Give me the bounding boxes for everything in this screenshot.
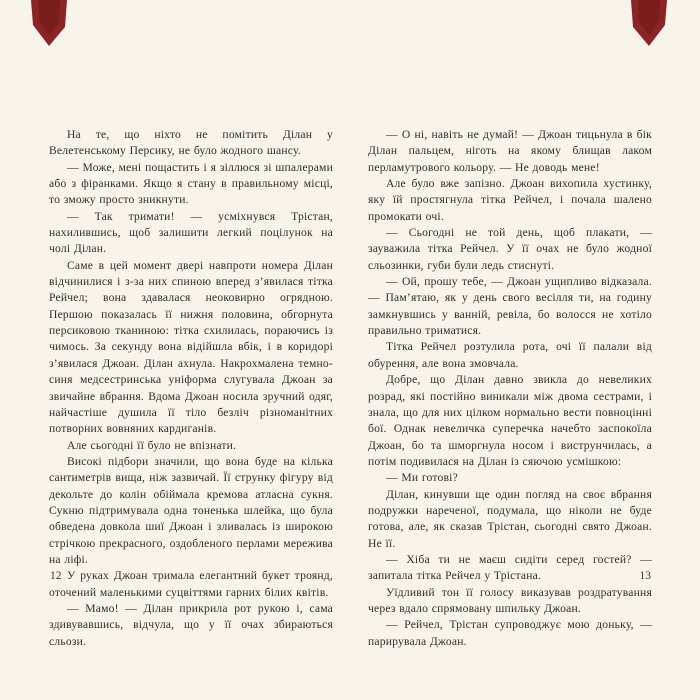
page-right-text xyxy=(368,127,652,650)
paragraph: — Рейчел, Трістан супроводжує мою доньку, — парирувала Джоан. xyxy=(368,618,652,648)
paragraph: Саме в цей момент двері навпроти номера Ділан відчинилися і з-за них спиною вперед з’явилася тітка Рейчел; вона здавалася неоковирно огрядною. Першою показалась її нижня половина, обгорнута персиковою тканиною: тітка схилилась, пораючись із чимось. За секунду вона відійшла вбік, і в коридорі з’явилася Джоан. Ділан ахнула. Накрохмалена темно-синя медсестринська уніформа слугувала Джоан за звичайне вбрання. Вдома Джоан носила зручний одяг, найчастіше душила її тіло безліч різноманітних потворних вовняних кардиганів. xyxy=(49,258,333,436)
paragraph: Але сьогодні її було не впізнати. xyxy=(66,438,237,452)
paragraph: На те, що ніхто не помітить Ділан у Велетенському Персику, не було жодного шансу. xyxy=(49,128,333,158)
paragraph: — Може, мені пощастить і я зіллюся зі шпалерами або з фіранками. Якщо я стану в правильному місці, то зможу просто зникнути. xyxy=(49,160,333,207)
red-ribbon-bookmark-right-icon xyxy=(630,0,668,48)
paragraph: У руках Джоан тримала елегантний букет троянд, оточений маленькими суцвіттями гарних білих квітів. xyxy=(49,569,333,599)
red-ribbon-bookmark-left-icon xyxy=(30,0,68,48)
paragraph: Але було вже запізно. Джоан вихопила хустинку, яку їй простягнула тітка Рейчел, і почала шалено промокати очі. xyxy=(368,177,652,223)
page-number-left: 12 xyxy=(50,570,62,582)
page-left xyxy=(49,127,333,650)
paragraph: Тітка Рейчел розтулила рота, очі її палали від обурення, але вона змовчала. xyxy=(368,340,652,370)
paragraph: — О ні, навіть не думай! — Джоан тицьнула в бік Ділан пальцем, ніготь на якому блищав лаком перламутрового кольору. — Не доводь мене! xyxy=(368,128,652,174)
paragraph: — Хіба ти не маєш сидіти серед гостей? — запитала тітка Рейчел у Трістана. xyxy=(368,552,652,583)
paragraph: — Ой, прошу тебе, — Джоан ущипливо відказала. — Пам’ятаю, як у день свого весілля ти, на годину замкнувшись у ванній, ревіла, бо волосся не хотіло правильно триматися. xyxy=(368,275,652,338)
paragraph: — Так тримати! — усміхнувся Трістан, нахилившись, щоб залишити легкий поцілунок на чолі Ділан. xyxy=(49,209,333,256)
paragraph: — Сьогодні не той день, щоб плакати, — зауважила тітка Рейчел. У її очах не було жодної сльозинки, губи були ледь стиснуті. xyxy=(368,226,652,272)
paragraph: Ділан, кинувши ще один погляд на своє вбрання подружки нареченої, подумала, що ніколи не буде готова, але, як сказав Трістан, сьогодні свято Джоан. Не її. xyxy=(368,487,652,550)
paragraph: — Мамо! — Ділан прикрила рот рукою і, сама здивувавшись, відчула, що у її очах збираються сльози. xyxy=(49,601,333,648)
paragraph: Добре, що Ділан давно звикла до невеликих розрад, які постійно виникали між двома сестрами, і знала, що для них цілком нормально вести повноцінні бої. Однак невеличка суперечка начебто заспокоїла Джоан, бо та шморгнула носом і виструнчилась, а потім подивилася на Ділан із сяючою усмішкою: xyxy=(368,373,652,468)
page-right xyxy=(368,127,652,650)
page-left-text xyxy=(49,127,333,650)
paragraph: Уїдливий тон її голосу виказував роздратування через вдало спрямовану шпильку Джоан. xyxy=(368,585,652,615)
paragraph: — Ми готові? xyxy=(385,471,458,485)
page-number-right: 13 xyxy=(639,570,651,582)
paragraph: Високі підбори значили, що вона буде на кілька сантиметрів вища, ніж зазвичай. Її струнку фігуру від декольте до колін обіймала кремова атласна сукня. Сукню підтримувала одна тоненька шлейка, що була обведена довкола шиї Джоан і зливалась із широкою стрічкою прекрасного, оздобленого перлами мережива на ліфі. xyxy=(49,454,333,566)
